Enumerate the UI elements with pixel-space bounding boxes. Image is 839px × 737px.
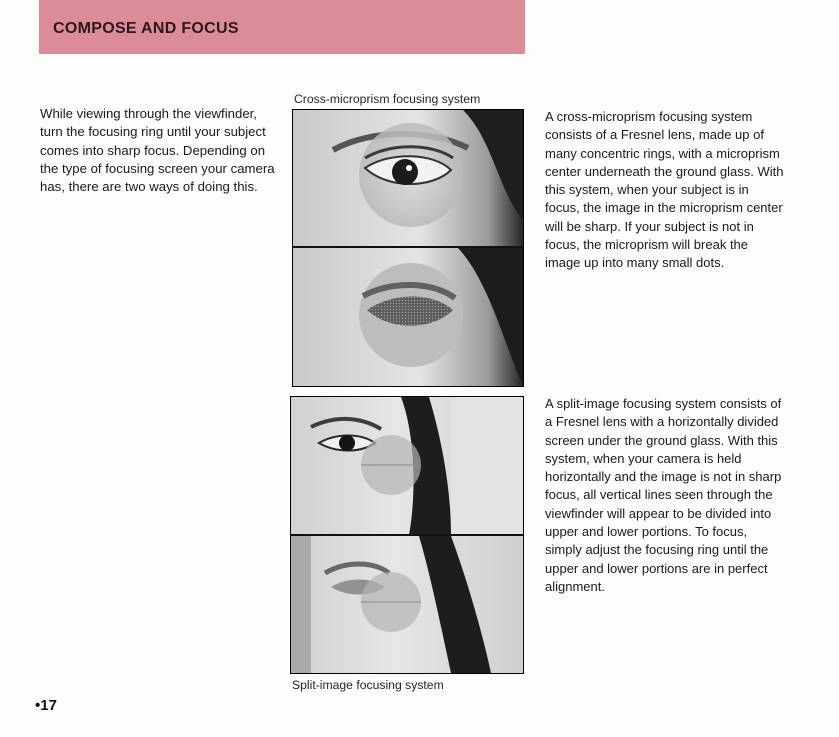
split-image-description: A split-image focusing system consists of a Fresnel lens with a horizontally divided screen under the ground glass. With this system, when your camera is held horizontally and the image is not in sharp focus, all vertical lines seen through the viewfinder will appear to be divided into upper and lower portions. To focus, simply adjust the focusing ring until the upper and lower portions are in perfect alignment. xyxy=(545,396,782,594)
page-number: •17 xyxy=(35,697,57,714)
microprism-description: A cross-microprism focusing system consists of a Fresnel lens, made up of many concentric rings, with a microprism center underneath the ground glass. With this system, when your subject is in focus, the image in the microprism center will be sharp. If your subject is not in focus, the microprism will break the image up into many small dots. xyxy=(545,109,784,271)
microprism-figure-caption: Cross-microprism focusing system xyxy=(294,92,481,106)
intro-paragraph: While viewing through the viewfinder, turn the focusing ring until your subject comes into sharp focus. Depending on the type of focusing screen your camera has, there are two ways of doing this. xyxy=(40,106,275,195)
page-title: COMPOSE AND FOCUS xyxy=(53,20,239,37)
header-band xyxy=(39,0,525,54)
split-image-figure-caption: Split-image focusing system xyxy=(292,678,444,692)
microprism-focus-photo xyxy=(292,109,524,387)
split-image-focus-photo xyxy=(290,396,524,674)
